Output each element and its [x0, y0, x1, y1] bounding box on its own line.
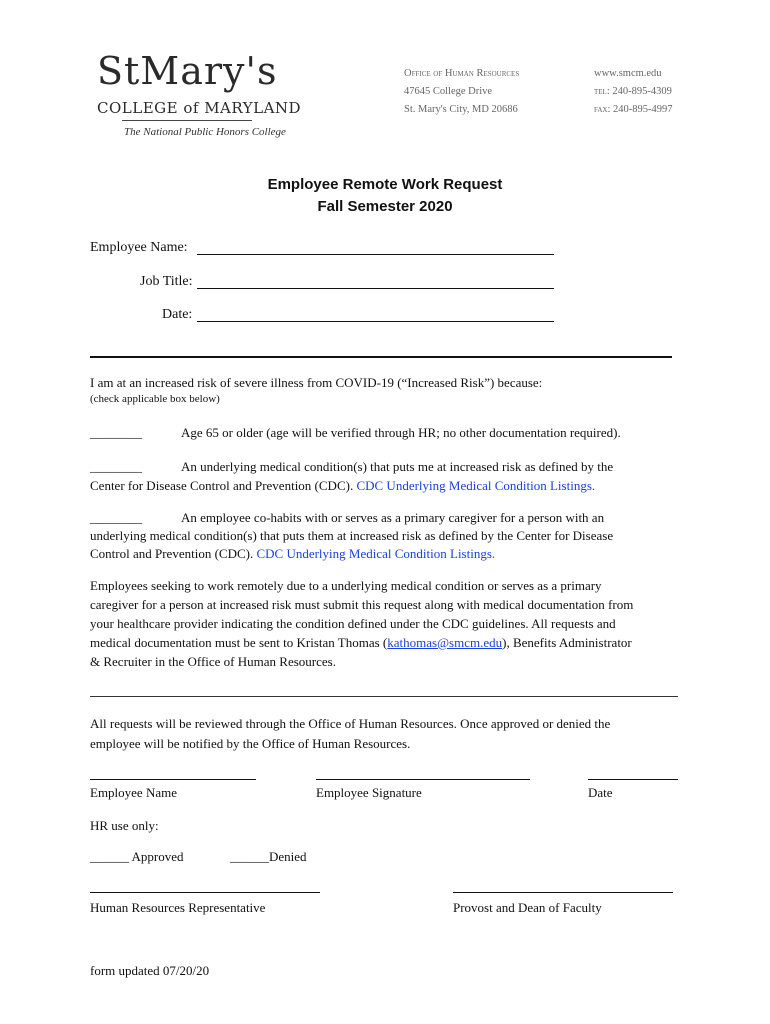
logo-divider [122, 120, 252, 121]
risk-intro: I am at an increased risk of severe illness from COVID-19 (“Increased Risk”) because: [90, 375, 543, 390]
section-divider-2 [90, 696, 678, 697]
form-subtitle: Fall Semester 2020 [317, 198, 453, 215]
employee-name-field[interactable] [197, 254, 554, 255]
option-age-label: Age 65 or older (age will be verified through HR; no other documentation required). [181, 425, 621, 440]
employee-name-label: Employee Name: [90, 240, 188, 255]
form-updated-date: form updated 07/20/20 [90, 963, 210, 978]
option-condition-label-line2-text: Center for Disease Control and Prevention (CDC). [90, 478, 354, 493]
review-line2: employee will be notified by the Office of Human Resources. [90, 736, 411, 751]
option-caregiver-label-line1: An employee co-habits with or serves as a primary caregiver for a person with an [181, 510, 605, 525]
employee-signature-caption: Employee Signature [316, 785, 422, 800]
office-phone: tel: 240-895-4309 [594, 86, 672, 97]
date-field[interactable] [197, 321, 554, 322]
option-age-checkbox[interactable]: ________ [90, 425, 142, 440]
signature-date-line[interactable] [588, 779, 678, 780]
option-condition-label-line2 [90, 478, 595, 494]
email-link[interactable]: kathomas@smcm.edu [387, 635, 503, 650]
option-caregiver-checkbox[interactable]: ________ [90, 510, 142, 525]
provost-signature-line[interactable] [453, 892, 673, 893]
office-fax: fax: 240-895-4997 [594, 104, 673, 115]
instructions-line5: & Recruiter in the Office of Human Resources. [90, 654, 336, 669]
form-title: Employee Remote Work Request [267, 176, 503, 193]
instructions-line3: your healthcare provider indicating the condition defined under the CDC guidelines. All requests and [90, 616, 616, 631]
approved-checkbox[interactable]: ______ Approved [90, 849, 184, 864]
instructions-line4-post: ), Benefits Administrator [502, 635, 632, 650]
instructions-line4 [90, 635, 632, 651]
employee-signature-line[interactable] [316, 779, 530, 780]
office-website: www.smcm.edu [594, 68, 662, 79]
hr-rep-caption: Human Resources Representative [90, 900, 266, 915]
college-logo-tagline: The National Public Honors College [124, 126, 286, 138]
option-caregiver-label-line2: underlying medical condition(s) that puts them at increased risk as defined by the Center for Disease [90, 528, 614, 543]
instructions-line4-pre: medical documentation must be sent to Kristan Thomas ( [90, 635, 388, 650]
employee-name-caption: Employee Name [90, 785, 177, 800]
option-caregiver-label-line3 [90, 546, 495, 562]
denied-checkbox[interactable]: ______Denied [230, 849, 307, 864]
section-divider [90, 356, 672, 358]
hr-use-label: HR use only: [90, 818, 159, 833]
option-caregiver-label-line3-text: Control and Prevention (CDC). [90, 546, 254, 561]
risk-note: (check applicable box below) [90, 393, 220, 405]
office-name: Office of Human Resources [404, 68, 520, 79]
hr-rep-signature-line[interactable] [90, 892, 320, 893]
instructions-line1: Employees seeking to work remotely due to a underlying medical condition or serves as a primary [90, 578, 602, 593]
college-logo-subtitle: COLLEGE of MARYLAND [97, 99, 302, 117]
job-title-label: Job Title: [140, 274, 193, 289]
college-logo-name: StMary's [97, 49, 278, 93]
office-city: St. Mary's City, MD 20686 [404, 104, 518, 115]
option-condition-label-line1: An underlying medical condition(s) that puts me at increased risk as defined by the [181, 459, 614, 474]
cdc-link-period-2: . [491, 546, 496, 561]
office-street: 47645 College Drive [404, 86, 493, 97]
option-condition-checkbox[interactable]: ________ [90, 459, 142, 474]
cdc-link-condition[interactable]: CDC Underlying Medical Condition Listings [356, 478, 592, 493]
review-line1: All requests will be reviewed through the Office of Human Resources. Once approved or denied the [90, 716, 611, 731]
employee-name-signature-line[interactable] [90, 779, 256, 780]
instructions-line2: caregiver for a person at increased risk must submit this request along with medical documentation from [90, 597, 634, 612]
date-caption: Date [588, 785, 613, 800]
provost-caption: Provost and Dean of Faculty [453, 900, 602, 915]
date-label: Date: [162, 307, 193, 322]
cdc-link-caregiver[interactable]: CDC Underlying Medical Condition Listings [256, 546, 492, 561]
cdc-link-period: . [591, 478, 596, 493]
job-title-field[interactable] [197, 288, 554, 289]
